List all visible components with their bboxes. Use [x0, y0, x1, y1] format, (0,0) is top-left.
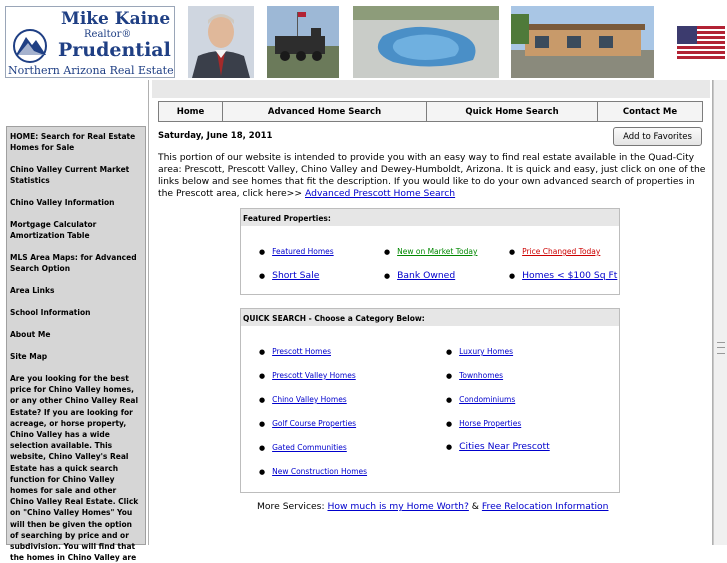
- list-item: [259, 347, 331, 356]
- sidebar-blurb: Are you looking for the best price for Chino Valley homes, or any other Chino Valley Real Estate? If you are looking for acreage, or horse property, Chino Valley has a wide selection available. This website, Chino Valley's Real Estate has a quick search function for Chino Valley homes for sale and other Chino Valley Real Estate. Click on "Chino Valley Homes" You will then be given the option of searching by price and or subdivision. You will find that the homes in Chino Valley are: [10, 374, 139, 563]
- nav-home[interactable]: Home: [159, 102, 223, 121]
- luxury-homes-link[interactable]: Luxury Homes: [459, 347, 514, 356]
- golf-course-link[interactable]: Golf Course Properties: [272, 419, 357, 428]
- sidebar-item-mortgage[interactable]: Mortgage Calculator Amortization Table: [10, 220, 97, 240]
- new-on-market-link[interactable]: New on Market Today: [397, 247, 478, 256]
- scroll-grip-icon[interactable]: [717, 342, 725, 354]
- gated-communities-link[interactable]: Gated Communities: [272, 443, 347, 452]
- header-banner: [0, 0, 727, 80]
- list-item: [259, 419, 356, 428]
- agent-logo[interactable]: [5, 6, 175, 78]
- bullet-icon: ●: [384, 271, 391, 280]
- intro-paragraph: [158, 152, 710, 200]
- list-item: [446, 441, 550, 452]
- main-nav: [158, 101, 703, 122]
- realtor-label: Realtor®: [84, 29, 132, 40]
- bullet-icon: ●: [446, 442, 453, 451]
- bullet-icon: ●: [446, 371, 453, 380]
- more-services: [257, 501, 609, 512]
- home-worth-link[interactable]: How much is my Home Worth?: [327, 501, 469, 512]
- pool-photo: [353, 6, 499, 78]
- services-ampersand: &: [471, 501, 482, 512]
- nav-contact[interactable]: Contact Me: [598, 102, 702, 121]
- list-item: [259, 395, 347, 404]
- bullet-icon: ●: [259, 419, 266, 428]
- agent-name: Mike Kaine: [61, 9, 171, 29]
- bullet-icon: ●: [259, 347, 266, 356]
- condominiums-link[interactable]: Condominiums: [459, 395, 516, 404]
- left-sidebar: [6, 126, 146, 563]
- sidebar-item-schools[interactable]: School Information: [10, 308, 91, 317]
- us-flag-icon: [677, 26, 725, 60]
- list-item: [446, 395, 515, 404]
- sidebar-item-home[interactable]: HOME: Search for Real Estate Homes for Sale: [10, 132, 136, 152]
- bullet-icon: ●: [446, 419, 453, 428]
- building-photo: [511, 6, 654, 78]
- bullet-icon: ●: [259, 271, 266, 280]
- featured-heading: Featured Properties:: [241, 209, 619, 226]
- quick-search-box: [240, 308, 620, 493]
- cities-near-prescott-link[interactable]: Cities Near Prescott: [459, 441, 550, 452]
- list-item: [446, 419, 521, 428]
- list-item: [446, 371, 503, 380]
- bullet-icon: ●: [446, 395, 453, 404]
- list-item: [509, 247, 600, 256]
- short-sale-link[interactable]: Short Sale: [272, 270, 320, 281]
- bank-owned-link[interactable]: Bank Owned: [397, 270, 456, 281]
- list-item: [384, 270, 455, 281]
- bullet-icon: ●: [509, 247, 516, 256]
- train-photo: [267, 6, 339, 78]
- chino-valley-homes-link[interactable]: Chino Valley Homes: [272, 395, 347, 404]
- agent-photo: [188, 6, 254, 78]
- bullet-icon: ●: [259, 443, 266, 452]
- bullet-icon: ●: [446, 347, 453, 356]
- list-item: [384, 247, 477, 256]
- list-item: [509, 270, 617, 281]
- sidebar-item-chino-info[interactable]: Chino Valley Information: [10, 198, 115, 207]
- sidebar-item-sitemap[interactable]: Site Map: [10, 352, 48, 361]
- bullet-icon: ●: [509, 271, 516, 280]
- intro-text: This portion of our website is intended to provide you with an easy way to find real estate available in the Quad-City area: Prescott, Prescott Valley, Chino Valley and Dewey-Humboldt, Arizona. It is quick and easy, just click on one of the links below and see homes that fit the description. If you would like to do your own advanced search of properties in the Prescott area, click here>>: [158, 152, 706, 199]
- homes-under-100-link[interactable]: Homes < $100 Sq Ft: [522, 270, 618, 281]
- bullet-icon: ●: [259, 247, 266, 256]
- featured-homes-link[interactable]: Featured Homes: [272, 247, 334, 256]
- featured-properties-box: [240, 208, 620, 295]
- bullet-icon: ●: [384, 247, 391, 256]
- current-date: Saturday, June 18, 2011: [158, 131, 273, 141]
- sidebar-item-mls-maps[interactable]: MLS Area Maps: for Advanced Search Option: [10, 253, 137, 273]
- list-item: [259, 270, 319, 281]
- brand-name: Prudential: [58, 39, 171, 61]
- services-label: More Services:: [257, 501, 328, 512]
- add-to-favorites-button[interactable]: Add to Favorites: [613, 127, 702, 146]
- list-item: [259, 443, 347, 452]
- nav-advanced-search[interactable]: Advanced Home Search: [223, 102, 427, 121]
- prescott-valley-homes-link[interactable]: Prescott Valley Homes: [272, 371, 356, 380]
- vertical-scrollbar[interactable]: [713, 80, 727, 545]
- bullet-icon: ●: [259, 371, 266, 380]
- list-item: [259, 467, 367, 476]
- brand-subtitle: Northern Arizona Real Estate: [8, 64, 174, 77]
- sidebar-item-market-stats[interactable]: Chino Valley Current Market Statistics: [10, 165, 130, 185]
- sidebar-item-about[interactable]: About Me: [10, 330, 51, 339]
- bullet-icon: ●: [259, 467, 266, 476]
- nav-quick-search[interactable]: Quick Home Search: [427, 102, 598, 121]
- rock-logo-icon: [10, 29, 54, 63]
- list-item: [446, 347, 513, 356]
- horse-properties-link[interactable]: Horse Properties: [459, 419, 522, 428]
- top-strip: [152, 80, 710, 98]
- list-item: [259, 371, 356, 380]
- advanced-search-link[interactable]: Advanced Prescott Home Search: [305, 188, 456, 199]
- relocation-link[interactable]: Free Relocation Information: [481, 501, 609, 512]
- prescott-homes-link[interactable]: Prescott Homes: [272, 347, 331, 356]
- bullet-icon: ●: [259, 395, 266, 404]
- new-construction-link[interactable]: New Construction Homes: [272, 467, 368, 476]
- sidebar-item-area-links[interactable]: Area Links: [10, 286, 55, 295]
- townhomes-link[interactable]: Townhomes: [459, 371, 504, 380]
- list-item: [259, 247, 334, 256]
- quick-search-heading: QUICK SEARCH - Choose a Category Below:: [241, 309, 619, 326]
- price-changed-link[interactable]: Price Changed Today: [522, 247, 601, 256]
